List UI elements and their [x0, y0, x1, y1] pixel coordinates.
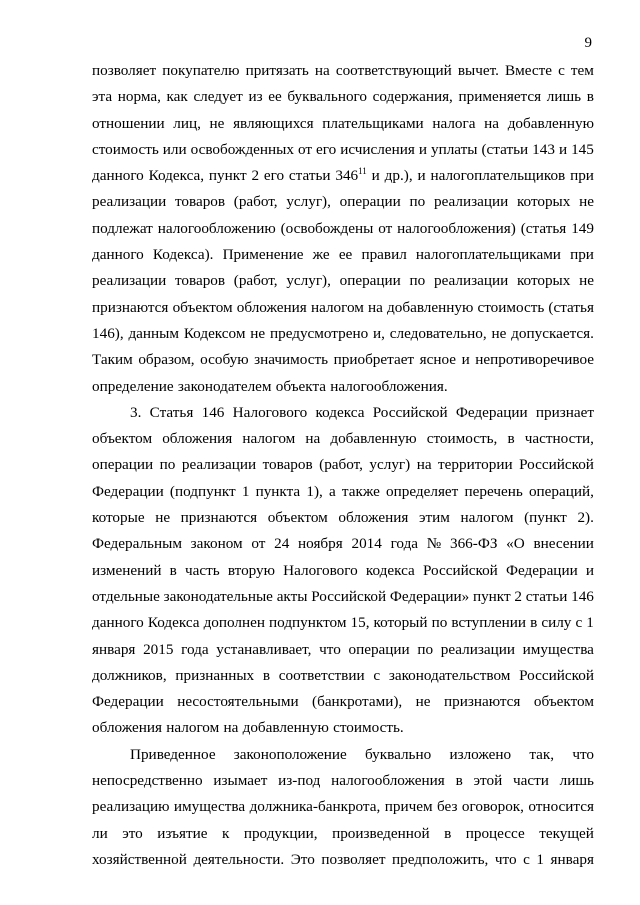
word: по: [159, 456, 176, 474]
word: должника-банкрота,: [249, 798, 381, 816]
word: этим: [419, 509, 450, 527]
text-line: [92, 216, 594, 242]
word: кодекса: [365, 561, 415, 579]
word: и: [371, 167, 380, 185]
word: норма,: [117, 88, 161, 106]
word: «О: [506, 535, 525, 553]
word: который: [373, 614, 428, 632]
word: и: [585, 561, 594, 579]
word: (работ,: [319, 456, 363, 474]
word: при: [570, 167, 594, 185]
text-line: [92, 715, 594, 741]
word: услуг),: [286, 272, 331, 290]
word: не: [579, 272, 594, 290]
word: устанавливает,: [216, 640, 312, 658]
word: данного: [92, 167, 144, 185]
word: (работ,: [233, 193, 278, 211]
word: налогообложению: [157, 219, 276, 237]
word: должников,: [92, 666, 167, 684]
word: Таким: [92, 351, 133, 369]
word: реализации: [92, 193, 167, 211]
word: реализации: [433, 272, 509, 290]
word: законодательством: [388, 666, 511, 684]
word: приобретает: [333, 351, 415, 369]
word: данным: [128, 324, 179, 342]
word: лишь: [559, 772, 594, 790]
word: соответствии: [278, 666, 365, 684]
word: особую: [200, 351, 249, 369]
word: обложения: [236, 298, 307, 316]
word: (банкротами),: [312, 693, 403, 711]
word: с: [575, 614, 583, 632]
word: услуг): [369, 456, 411, 474]
word: законодательные: [163, 587, 273, 605]
word: (пункт: [524, 509, 567, 527]
word: применяется: [458, 88, 542, 106]
word: которых: [516, 272, 571, 290]
word: продукции,: [243, 824, 318, 842]
word: ноября: [298, 535, 343, 553]
word: лишь: [546, 88, 582, 106]
text-line: [92, 295, 594, 321]
word: 2015: [143, 640, 174, 658]
word: налогообложения: [331, 772, 445, 790]
word: и,: [373, 324, 385, 342]
word: перечень: [464, 482, 523, 500]
text-line: [92, 347, 594, 373]
word: и: [418, 140, 427, 158]
word: без: [437, 798, 458, 816]
word: Кодекса).: [152, 246, 214, 264]
text-line: [92, 479, 594, 505]
text-line: [92, 400, 594, 426]
word: буквального: [287, 88, 367, 106]
word: признает: [535, 403, 594, 421]
word: на: [314, 62, 330, 79]
word: 1),: [306, 482, 323, 500]
word: Российской: [519, 666, 594, 684]
word: тем: [570, 62, 594, 79]
word: предусмотрено: [269, 324, 369, 342]
word: освобожденных: [190, 140, 294, 158]
word: Кодексом: [183, 324, 246, 342]
word: частности,: [524, 430, 594, 448]
word: пункт: [472, 587, 511, 605]
word: силу: [541, 614, 572, 632]
word: обложения: [338, 509, 409, 527]
word: налога: [432, 114, 476, 132]
word: Это: [290, 850, 315, 868]
text-line: [92, 374, 594, 400]
word: (статьи: [481, 140, 529, 158]
word: объекта: [275, 377, 327, 395]
word: года: [390, 535, 419, 553]
text-line: [92, 163, 594, 189]
word: налогоплательщиками: [415, 246, 561, 264]
text-line: [92, 452, 594, 478]
text-line: [92, 689, 594, 715]
word: обложения: [162, 430, 233, 448]
word: операции: [339, 272, 401, 290]
word: ли: [92, 824, 108, 842]
word: Статья: [149, 403, 194, 421]
word: стоимость: [92, 140, 159, 158]
word: с: [558, 62, 565, 79]
word: на: [305, 430, 321, 448]
word: или: [162, 140, 187, 158]
word: покупателю: [162, 62, 240, 79]
word: в: [586, 88, 594, 106]
word: добавленную: [242, 719, 329, 737]
word: предположить,: [392, 850, 489, 868]
word: ее: [268, 88, 282, 106]
word: Российской: [519, 456, 594, 474]
word: реализации: [433, 193, 509, 211]
word: деятельности.: [193, 850, 285, 868]
word: относится: [528, 798, 594, 816]
word: в: [507, 430, 515, 448]
word: Российской: [372, 403, 448, 421]
word: 2).: [577, 509, 594, 527]
word: определение: [92, 377, 174, 395]
word: налогообложения): [397, 219, 516, 237]
word: января: [550, 850, 594, 868]
word: что: [319, 640, 341, 658]
word: Применение: [222, 246, 304, 264]
word: 146: [201, 403, 225, 421]
text-line: [92, 505, 594, 531]
word: не: [415, 693, 431, 711]
word: данного: [92, 246, 144, 264]
word: процессе: [465, 824, 525, 842]
text-line: [92, 584, 594, 610]
word: признаются: [180, 509, 258, 527]
word: Налогового: [283, 561, 358, 579]
word: пункта: [255, 482, 301, 500]
word: исчисления: [340, 140, 415, 158]
word: (работ,: [233, 272, 278, 290]
word: не: [579, 193, 594, 211]
word: текущей: [539, 824, 594, 842]
word: определяет: [386, 482, 459, 500]
word: имущества: [522, 640, 594, 658]
word: с: [523, 850, 530, 868]
word: пункт: [208, 167, 247, 185]
word: $346^{11}$: [335, 166, 367, 185]
word: территории: [438, 456, 513, 474]
word: №: [426, 535, 442, 553]
word: законодателем: [177, 377, 272, 395]
text-line: [92, 531, 594, 557]
word: позволяет: [321, 850, 386, 868]
word: непосредственно: [92, 772, 203, 790]
word: операции: [339, 193, 401, 211]
word: на: [368, 298, 383, 316]
word: вычет.: [457, 62, 499, 79]
word: операции: [92, 456, 154, 474]
word: что: [572, 745, 594, 763]
word: так,: [529, 745, 555, 763]
word: притязать: [245, 62, 309, 79]
word: (статья: [548, 298, 594, 316]
word: образом,: [138, 351, 195, 369]
word: уплаты: [430, 140, 478, 158]
text-line: [92, 58, 594, 84]
word: 1: [241, 482, 250, 500]
word: в: [444, 824, 452, 842]
word: объектом: [172, 298, 233, 316]
text-line: [92, 794, 594, 820]
word: не: [491, 324, 507, 342]
word: отдельные: [92, 587, 160, 605]
word: налогом: [310, 298, 364, 316]
word: буквально: [365, 745, 432, 763]
word: года: [181, 640, 209, 658]
word: налогоплательщиков: [430, 167, 566, 185]
word: (подпункт: [169, 482, 236, 500]
page-number: 9: [584, 35, 592, 51]
word: Федерации: [505, 561, 578, 579]
word: 143: [532, 140, 555, 158]
text-line: [92, 742, 594, 768]
word: 149: [571, 219, 594, 237]
word: с: [373, 666, 381, 684]
text-line: [92, 821, 594, 847]
word: добавленную: [507, 114, 594, 132]
word: услуг),: [286, 193, 331, 211]
word: Кодекса: [147, 614, 200, 632]
word: следует: [193, 88, 243, 106]
word: плательщиками: [322, 114, 424, 132]
word: а: [328, 482, 336, 500]
word: от: [251, 535, 266, 553]
word: содержания,: [372, 88, 453, 106]
word: что: [494, 850, 517, 868]
word: статьи: [288, 167, 331, 185]
word: изымает: [213, 772, 268, 790]
word: 2: [514, 587, 522, 605]
text-line: [92, 426, 594, 452]
word: реализации: [181, 456, 257, 474]
word: налогом: [242, 430, 296, 448]
text-line: [92, 558, 594, 584]
word: 1: [586, 614, 594, 632]
word: законоположение: [233, 745, 347, 763]
word: ясное: [419, 351, 457, 369]
word: реализации: [440, 640, 515, 658]
word: стоимость.: [333, 719, 404, 737]
word: которые: [92, 509, 145, 527]
word: 2: [251, 167, 260, 185]
word: Российской: [311, 587, 387, 605]
word: по: [409, 193, 426, 211]
text-line: [92, 268, 594, 294]
word: и: [558, 140, 568, 158]
text-line: [92, 137, 594, 163]
word: добавленную: [387, 298, 474, 316]
text-line: [92, 84, 594, 110]
word: Федерации: [455, 403, 528, 421]
word: из: [248, 88, 263, 106]
word: 366-ФЗ: [449, 535, 498, 553]
word: причем: [384, 798, 433, 816]
word: в: [169, 561, 177, 579]
word: объектом: [267, 509, 328, 527]
word: изъятие: [157, 824, 208, 842]
word: в: [262, 666, 271, 684]
word: в: [530, 614, 538, 632]
word: стоимость: [477, 298, 545, 316]
word: января: [92, 640, 136, 658]
text-line: [92, 189, 594, 215]
word: хозяйственной: [92, 850, 187, 868]
word: не: [250, 324, 266, 342]
word: реализации: [92, 272, 167, 290]
word: несостоятельными: [177, 693, 299, 711]
word: этой: [473, 772, 503, 790]
word: и: [417, 167, 426, 185]
word: имущества: [173, 798, 246, 816]
word: 24: [274, 535, 290, 553]
word: эта: [92, 88, 113, 106]
word: 1: [536, 850, 544, 868]
word: как: [166, 88, 188, 106]
word: добавленную: [330, 430, 417, 448]
body-text: [92, 58, 594, 873]
word: статьи: [525, 587, 568, 605]
word: реализацию: [92, 798, 170, 816]
word: на: [416, 456, 432, 474]
word: 146),: [92, 324, 124, 342]
word: данного: [92, 614, 144, 632]
word: стоимость,: [426, 430, 498, 448]
word: операций,: [528, 482, 594, 500]
word: по: [431, 614, 448, 632]
word: объектом: [92, 430, 153, 448]
word: на: [223, 719, 239, 737]
word: 146: [571, 587, 594, 605]
word: товаров: [174, 193, 226, 211]
word: соответствующий: [335, 62, 452, 79]
text-line: [92, 111, 594, 137]
word: не: [155, 509, 171, 527]
word: позволяет: [92, 62, 157, 79]
word: на: [484, 114, 500, 132]
word: Вместе: [505, 62, 552, 79]
word: от: [378, 219, 393, 237]
word: товаров: [174, 272, 226, 290]
word: признаются: [92, 298, 169, 316]
word: 15,: [350, 614, 370, 632]
word: товаров: [262, 456, 313, 474]
word: изменений: [92, 561, 162, 579]
word: кодекса: [315, 403, 365, 421]
text-line: [92, 610, 594, 636]
word: к: [221, 824, 230, 842]
word: Федерации: [92, 482, 164, 500]
word: также: [341, 482, 380, 500]
text-line: [92, 637, 594, 663]
word: ее: [338, 246, 353, 264]
word: акты: [276, 587, 308, 605]
text-line: [92, 847, 594, 873]
word: по: [409, 272, 426, 290]
word: др.),: [384, 167, 413, 185]
word: Кодекса,: [148, 167, 205, 185]
word: налогом: [460, 509, 514, 527]
text-line: [92, 768, 594, 794]
word: Федерации: [92, 693, 164, 711]
word: 145: [571, 140, 594, 158]
word: не: [209, 114, 225, 132]
word: оговорок,: [461, 798, 524, 816]
word: объектом: [533, 693, 594, 711]
word: Приведенное: [130, 745, 216, 763]
word: его: [316, 140, 337, 158]
word: Налогового: [232, 403, 308, 421]
word: непротиворечивое: [475, 351, 594, 369]
word: части: [512, 772, 549, 790]
word: правил: [361, 246, 407, 264]
word: из-под: [278, 772, 321, 790]
word: признаются: [444, 693, 521, 711]
word: подпунктом: [269, 614, 347, 632]
word: при: [570, 246, 594, 264]
word: Федеральным: [92, 535, 182, 553]
word: изложено: [449, 745, 512, 763]
word: от: [297, 140, 313, 158]
word: (освобождены: [280, 219, 374, 237]
word: Российской: [422, 561, 498, 579]
word: следовательно,: [389, 324, 487, 342]
word: значимость: [254, 351, 329, 369]
word: в: [455, 772, 463, 790]
word: которых: [516, 193, 571, 211]
word: дополнен: [203, 614, 265, 632]
word: и: [461, 351, 470, 369]
text-line: [92, 321, 594, 347]
word: 2014: [351, 535, 382, 553]
word: являющихся: [233, 114, 314, 132]
word: обложения: [92, 719, 163, 737]
word: внесении: [533, 535, 594, 553]
word: часть: [185, 561, 220, 579]
word: же: [312, 246, 330, 264]
word: Федерации»: [389, 587, 470, 605]
word: вторую: [227, 561, 275, 579]
word: законом: [190, 535, 243, 553]
text-line: [92, 242, 594, 268]
word: допускается.: [511, 324, 594, 342]
word: признанных: [175, 666, 255, 684]
word: произведенной: [332, 824, 430, 842]
word: лиц,: [173, 114, 201, 132]
word: (статья: [520, 219, 567, 237]
word: подлежат: [92, 219, 153, 237]
superscript: 11: [358, 166, 367, 177]
word: его: [263, 167, 285, 185]
text-line: [92, 663, 594, 689]
word: 3.: [130, 403, 142, 421]
word: по: [417, 640, 434, 658]
word: операции: [348, 640, 410, 658]
word: вступлении: [451, 614, 527, 632]
word: это: [122, 824, 143, 842]
word: отношении: [92, 114, 165, 132]
word: налогообложения.: [330, 377, 448, 395]
word: налогом: [166, 719, 220, 737]
